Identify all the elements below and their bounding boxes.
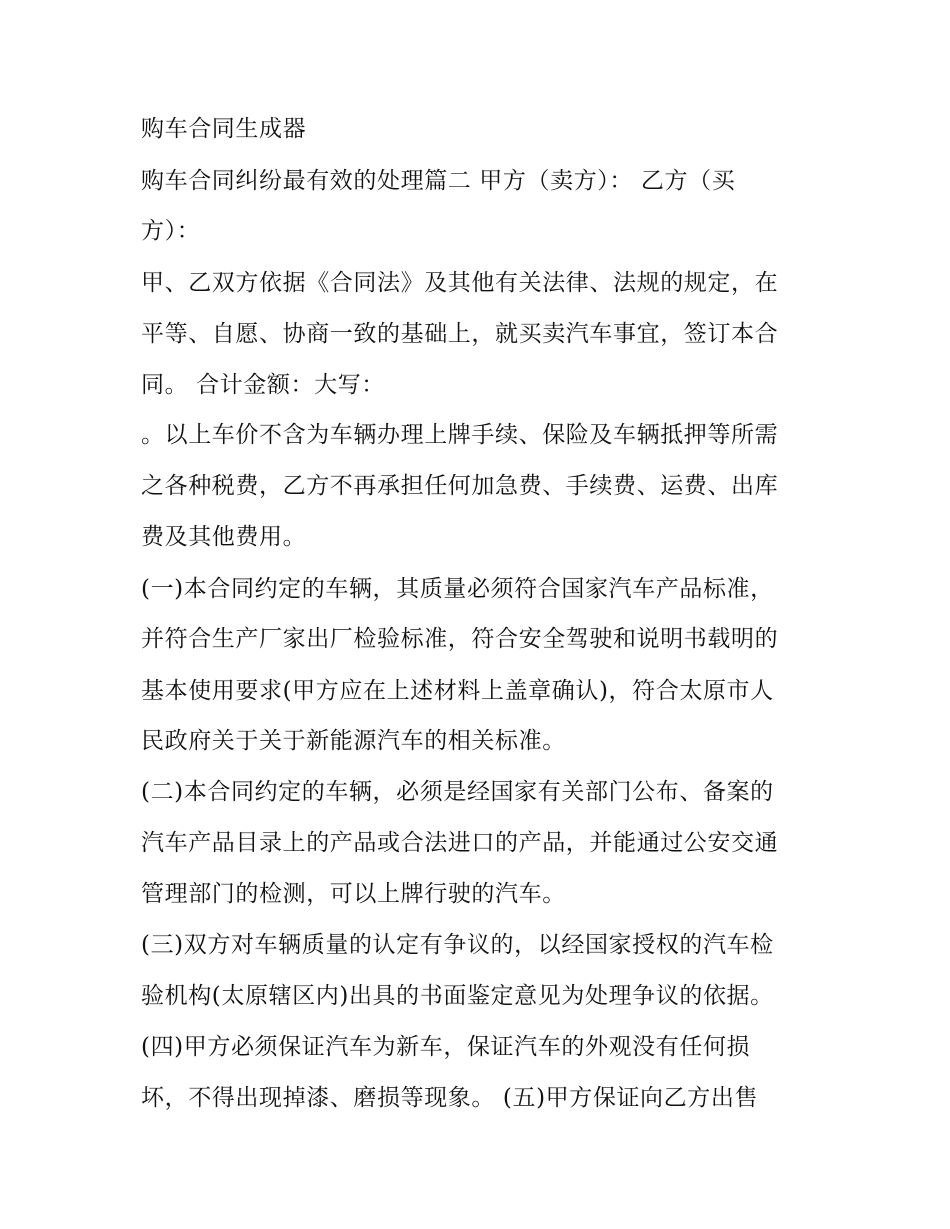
document-line: 管理部门的检测，可以上牌行驶的汽车。 (141, 881, 566, 907)
document-line: 汽车产品目录上的产品或合法进口的产品，并能通过公安交通 (141, 830, 779, 856)
document-line: 坏，不得出现掉漆、磨损等现象。 (五)甲方保证向乙方出售 (141, 1085, 759, 1111)
document-line: 甲、乙双方依据《合同法》及其他有关法律、法规的规定，在 (141, 270, 779, 296)
document-line: 验机构(太原辖区内)出具的书面鉴定意见为处理争议的依据。 (141, 983, 774, 1009)
document-line: (三)双方对车辆质量的认定有争议的，以经国家授权的汽车检 (141, 932, 774, 958)
document-line: 基本使用要求(甲方应在上述材料上盖章确认)，符合太原市人 (141, 678, 774, 704)
document-line: 。以上车价不含为车辆办理上牌手续、保险及车辆抵押等所需 (141, 422, 779, 448)
document-line: 并符合生产厂家出厂检验标准，符合安全驾驶和说明书载明的 (141, 626, 779, 652)
document-line: 方）： (141, 218, 201, 244)
document-line: 费及其他费用。 (141, 524, 307, 550)
document-line: 平等、自愿、协商一致的基础上，就买卖汽车事宜，签订本合 (141, 321, 779, 347)
document-line: 之各种税费，乙方不再承担任何加急费、手续费、运费、出库 (141, 473, 779, 499)
document-line: (一)本合同约定的车辆，其质量必须符合国家汽车产品标准， (141, 576, 774, 602)
document-line: (二)本合同约定的车辆，必须是经国家有关部门公布、备案的 (141, 779, 774, 805)
document-line: 同。 合计金额：大写： (141, 372, 385, 398)
document-line: 民政府关于关于新能源汽车的相关标准。 (141, 728, 566, 754)
document-title: 购车合同生成器 (141, 116, 307, 142)
document-line: (四)甲方必须保证汽车为新车，保证汽车的外观没有任何损 (141, 1034, 751, 1060)
document-line: 购车合同纠纷最有效的处理篇二 甲方（卖方）： 乙方（买 (141, 168, 736, 194)
